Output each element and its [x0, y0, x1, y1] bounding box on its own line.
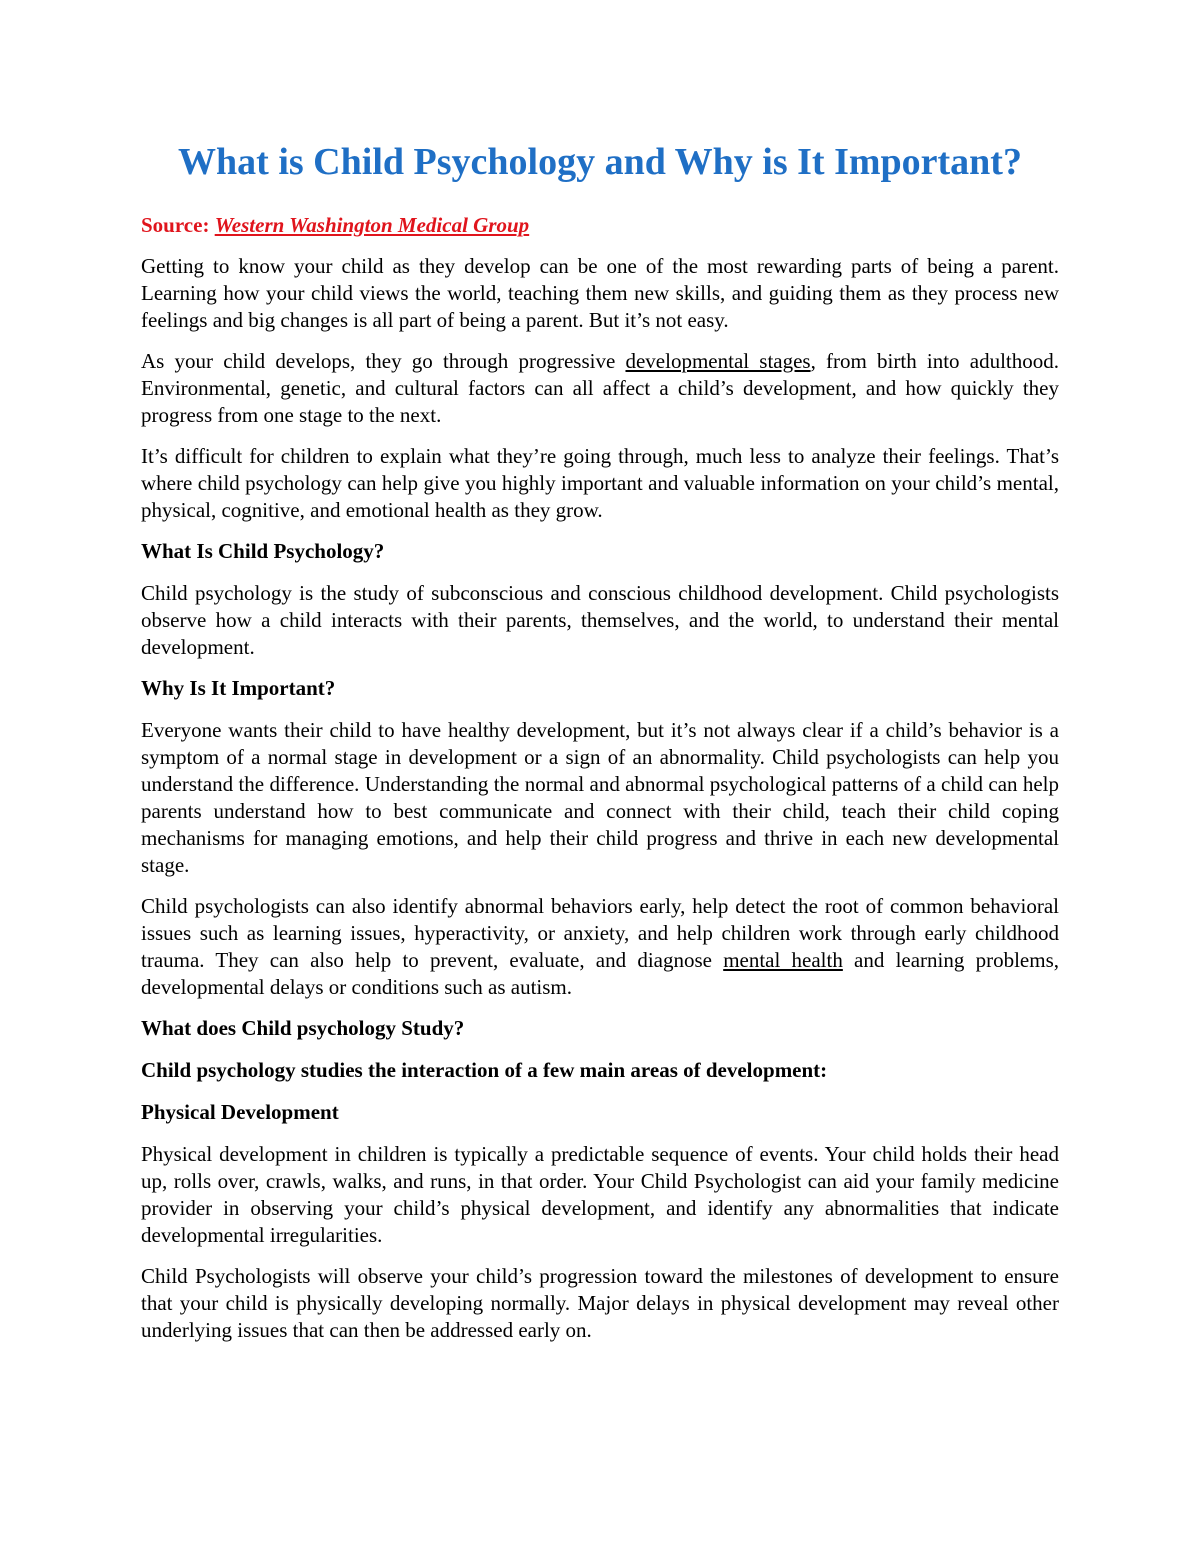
mental-health-link[interactable]: mental health — [723, 947, 843, 972]
intro-paragraph-2 — [141, 348, 1059, 429]
section-heading-physical: Physical Development — [141, 1099, 339, 1124]
source-line — [141, 212, 1059, 239]
why-important-paragraph-1: Everyone wants their child to have healthy development, but it’s not always clear if a child’s behavior is a symptom of a normal stage in development or a sign of an abnormality. Child psychologists can help you understand the difference. Understanding the normal and abnormal psychological patterns of a child can help parents understand how to best communicate and connect with their child, teach their child coping mechanisms for managing emotions, and help their child progress and thrive in each new developmental stage. — [141, 717, 1059, 877]
section-heading-what-study: What does Child psychology Study? — [141, 1015, 465, 1040]
intro-p2-text-after: , from birth into adulthood. Environmental, genetic, and cultural factors can all affect a child’s development, and how quickly they progress from one stage to the next. — [141, 348, 1059, 427]
developmental-stages-link[interactable]: developmental stages — [625, 348, 811, 373]
intro-p2-text-before: As your child develops, they go through progressive — [141, 348, 626, 373]
document-title: What is Child Psychology and Why is It Important? — [178, 141, 1022, 183]
source-link[interactable]: Western Washington Medical Group — [214, 212, 530, 237]
physical-paragraph-1: Physical development in children is typically a predictable sequence of events. Your child holds their head up, rolls over, crawls, walks, and runs, in that order. Your Child Psychologist can aid your family medicine provider in observing your child’s physical development, and identify any abnormalities that indicate developmental irregularities. — [141, 1141, 1059, 1247]
intro-paragraph-3: It’s difficult for children to explain what they’re going through, much less to analyze their feelings. That’s where child psychology can help give you highly important and valuable information on your child’s mental, physical, cognitive, and emotional health as they grow. — [141, 443, 1059, 522]
section-heading-what-is: What Is Child Psychology? — [141, 538, 385, 563]
intro-paragraph-1: Getting to know your child as they develop can be one of the most rewarding parts of being a parent. Learning how your child views the world, teaching them new skills, and guiding them as they process new feelings and big changes is all part of being a parent. But it’s not easy. — [141, 253, 1059, 332]
source-label: Source: — [141, 212, 215, 237]
what-is-paragraph: Child psychology is the study of subconscious and conscious childhood development. Child psychologists observe how a child interacts with their parents, themselves, and the world, to understand their mental development. — [141, 580, 1059, 659]
why-p2-text-before: Child psychologists can also identify abnormal behaviors early, help detect the root of common behavioral issues such as learning issues, hyperactivity, or anxiety, and help children work through early childhood trauma. They can also help to prevent, evaluate, and diagnose — [141, 893, 1059, 972]
why-p2-text-after: and learning problems, developmental delays or conditions such as autism. — [141, 947, 1059, 999]
why-important-paragraph-2 — [141, 893, 1059, 1001]
section-heading-why-important: Why Is It Important? — [141, 675, 336, 700]
section-subheading-areas: Child psychology studies the interaction of a few main areas of development: — [141, 1057, 828, 1082]
physical-paragraph-2: Child Psychologists will observe your child’s progression toward the milestones of development to ensure that your child is physically developing normally. Major delays in physical development may reveal other underlying issues that can then be addressed early on. — [141, 1263, 1059, 1342]
